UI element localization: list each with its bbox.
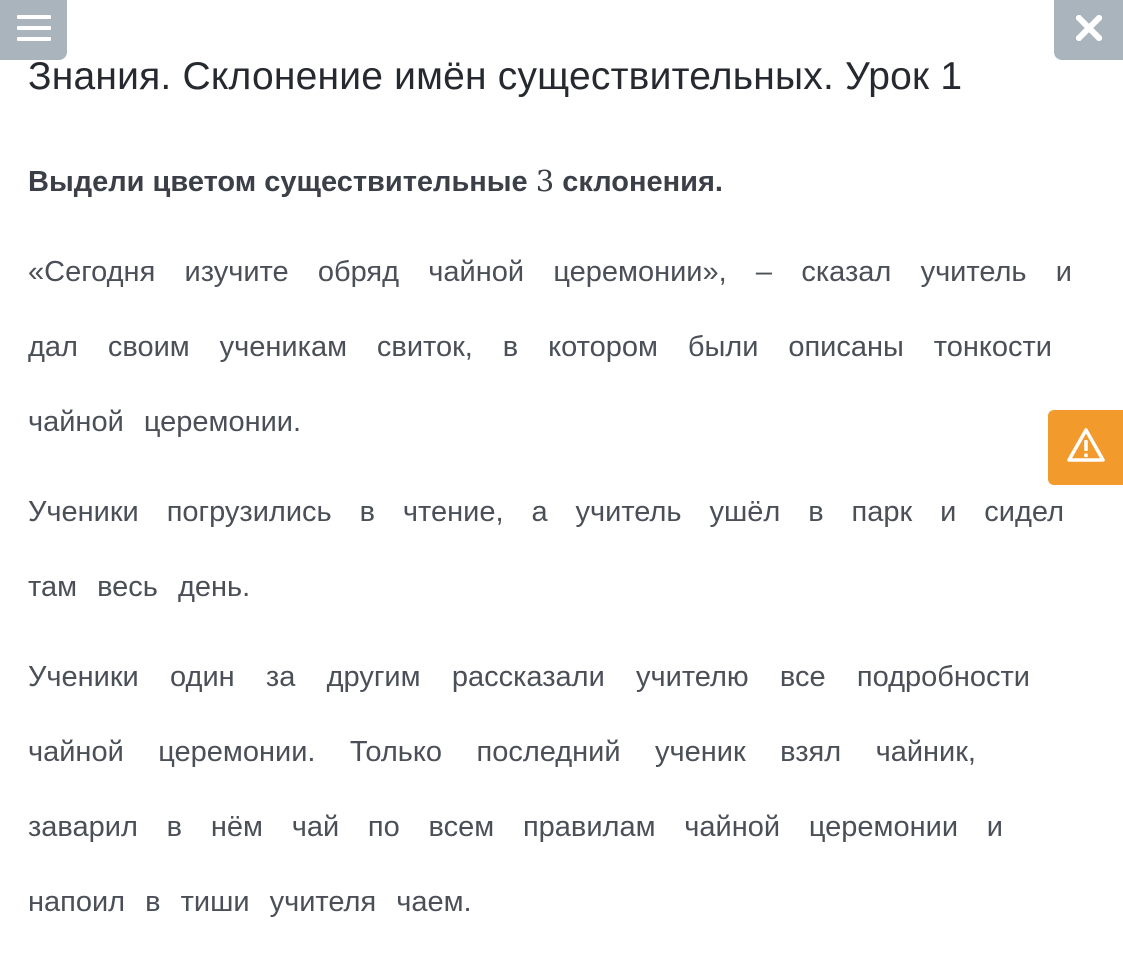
menu-button[interactable] [0,0,67,60]
text-paragraph-2 [28,475,1072,625]
task-prompt-number: 3 [535,164,555,198]
text-line: Ученики один за другим рассказали учителю все подробности [28,661,1030,693]
task-prompt-text-end: склонения. [554,166,723,198]
text-line: дал своим ученикам свиток, в котором были описаны тонкости [28,331,1052,363]
text-line: заварил в нём чай по всем правилам чайной церемонии и [28,811,1003,843]
hamburger-menu-icon [17,15,51,46]
text-line: там весь день. [28,571,251,603]
close-icon [1076,15,1102,46]
text-line: Ученики погрузились в чтение, а учитель ушёл в парк и сидел [28,496,1064,528]
close-button[interactable] [1054,0,1123,60]
task-prompt [28,164,723,199]
task-prompt-text: Выдели цветом существительные [28,166,536,198]
text-paragraph-1 [28,235,1072,460]
text-line: чайной церемонии. Только последний ученик взял чайник, [28,736,976,768]
text-paragraph-3 [28,640,1072,940]
text-line: чайной церемонии. [28,406,302,438]
text-line: напоил в тиши учителя чаем. [28,886,472,918]
page-title: Знания. Склонение имён существительных. Урок 1 [28,55,963,98]
text-line: «Сегодня изучите обряд чайной церемонии», – сказал учитель и [28,256,1072,288]
